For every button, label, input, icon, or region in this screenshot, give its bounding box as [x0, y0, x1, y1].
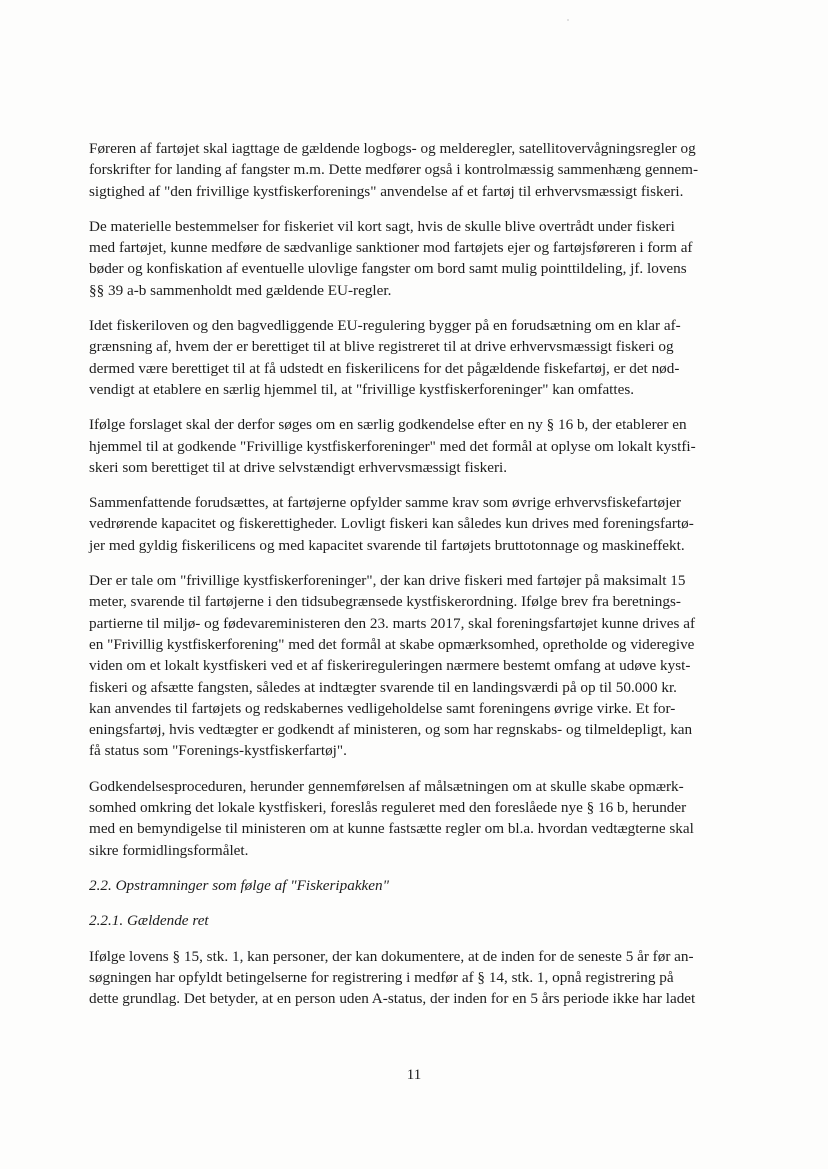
- paragraph-list: [89, 138, 737, 861]
- text-line: Sammenfattende forudsættes, at fartøjerne opfylder samme krav som øvrige erhvervsfiskefartøjer: [89, 494, 682, 512]
- text-line: med en bemyndigelse til ministeren om at kunne fastsætte regler om bl.a. hvordan vedtægterne skal: [89, 820, 694, 838]
- text-line: viden om et lokalt kystfiskeri ved et af fiskerireguleringen nærmere bestemt omfang at udøve kyst-: [89, 657, 691, 675]
- text-line: søgningen har opfyldt betingelserne for registrering i medfør af § 14, stk. 1, opnå registrering på: [89, 968, 674, 986]
- text-line: jer med gyldig fiskerilicens og med kapacitet svarende til fartøjets bruttotonnage og maskineffekt.: [89, 536, 685, 554]
- paragraph: [89, 776, 737, 861]
- text-line: Ifølge lovens § 15, stk. 1, kan personer, der kan dokumentere, at de inden for de seneste 5 år før an-: [89, 947, 694, 965]
- text-line: meter, svarende til fartøjerne i den tidsubegrænsede kystfiskerordning. Ifølge brev fra beretnings-: [89, 593, 681, 611]
- text-line: skeri som berettiget til at drive selvstændigt erhvervsmæssigt fiskeri.: [89, 458, 508, 476]
- text-line: sikre formidlingsformålet.: [89, 841, 249, 859]
- text-line: eningsfartøj, hvis vedtægter er godkendt af ministeren, og som har regnskabs- og tilmeldepligt, kan: [89, 721, 693, 739]
- text-line: Ifølge forslaget skal der derfor søges om en særlig godkendelse efter en ny § 16 b, der etablerer en: [89, 416, 687, 434]
- text-line: Idet fiskeriloven og den bagvedliggende EU-regulering bygger på en forudsætning om en klar af-: [89, 317, 681, 335]
- paragraph: [89, 946, 737, 1010]
- paragraph: [89, 570, 737, 762]
- text-line: partierne til miljø- og fødevareministeren den 23. marts 2017, skal foreningsfartøjet kunne drives af: [89, 614, 696, 632]
- text-line: med fartøjet, kunne medføre de sædvanlige sanktioner mod fartøjets ejer og fartøjsføreren i form af: [89, 239, 693, 257]
- text-line: De materielle bestemmelser for fiskeriet vil kort sagt, hvis de skulle blive overtrådt under fiskeri: [89, 217, 675, 235]
- text-line: bøder og konfiskation af eventuelle ulovlige fangster om bord samt mulig pointtildeling, jf. lovens: [89, 260, 687, 278]
- text-line: Godkendelsesproceduren, herunder gennemførelsen af målsætningen om at skulle skabe opmærk-: [89, 777, 684, 795]
- text-line: få status som "Forenings-kystfiskerfartøj".: [89, 742, 347, 760]
- paragraph: [89, 138, 737, 202]
- text-line: somhed omkring det lokale kystfiskeri, foreslås reguleret med den foreslåede nye § 16 b, herunder: [89, 799, 687, 817]
- text-line: vedrørende kapacitet og fiskerettigheder. Lovligt fiskeri kan således kun drives med foreningsfartø-: [89, 515, 694, 533]
- section-heading: 2.2. Opstramninger som følge af "Fiskeripakken": [89, 876, 390, 894]
- text-line: kan anvendes til fartøjets og redskabernes vedligeholdelse samt foreningens øvrige virke. Et for-: [89, 699, 676, 717]
- page-number: 11: [406, 1067, 422, 1083]
- paragraph: [89, 315, 737, 400]
- text-line: grænsning af, hvem der er berettiget til at blive registreret til at drive erhvervsmæssigt fiskeri og: [89, 338, 674, 356]
- text-line: Der er tale om "frivillige kystfiskerforeninger", der kan drive fiskeri med fartøjer på maksimalt 15: [89, 572, 686, 590]
- scan-speck: [567, 19, 569, 21]
- text-line: §§ 39 a-b sammenholdt med gældende EU-regler.: [89, 281, 392, 299]
- text-line: hjemmel til at godkende "Frivillige kystfiskerforeninger" med det formål at oplyse om lokalt kystfi-: [89, 437, 696, 455]
- text-line: Føreren af fartøjet skal iagttage de gældende logbogs- og melderegler, satellitovervågningsregler og: [89, 140, 696, 157]
- text-line: sigtighed af "den frivillige kystfiskerforenings" anvendelse af et fartøj til erhvervsmæssigt fiskeri.: [89, 182, 684, 200]
- paragraph: [89, 492, 737, 556]
- text-line: fiskeri og afsætte fangsten, således at indtægter svarende til en landingsværdi på op til 50.000 kr.: [89, 678, 677, 696]
- text-line: dette grundlag. Det betyder, at en person uden A-status, der inden for en 5 års periode ikke har ladet: [89, 990, 696, 1008]
- paragraph: [89, 414, 737, 478]
- subsection-heading: 2.2.1. Gældende ret: [89, 912, 209, 930]
- page-body: [89, 138, 737, 1023]
- text-line: en "Frivillig kystfiskerforening" med det formål at skabe opmærksomhed, opretholde og videregive: [89, 635, 695, 653]
- text-line: forskrifter for landing af fangster m.m. Dette medfører også i kontrolmæssig sammenhæng gennem-: [89, 161, 699, 179]
- text-line: vendigt at etablere en særlig hjemmel til, at "frivillige kystfiskerforeninger" kan omfattes.: [89, 380, 635, 398]
- text-line: dermed være berettiget til at få udstedt en fiskerilicens for det pågældende fiskefartøj, er det nød-: [89, 359, 680, 377]
- paragraph: [89, 216, 737, 301]
